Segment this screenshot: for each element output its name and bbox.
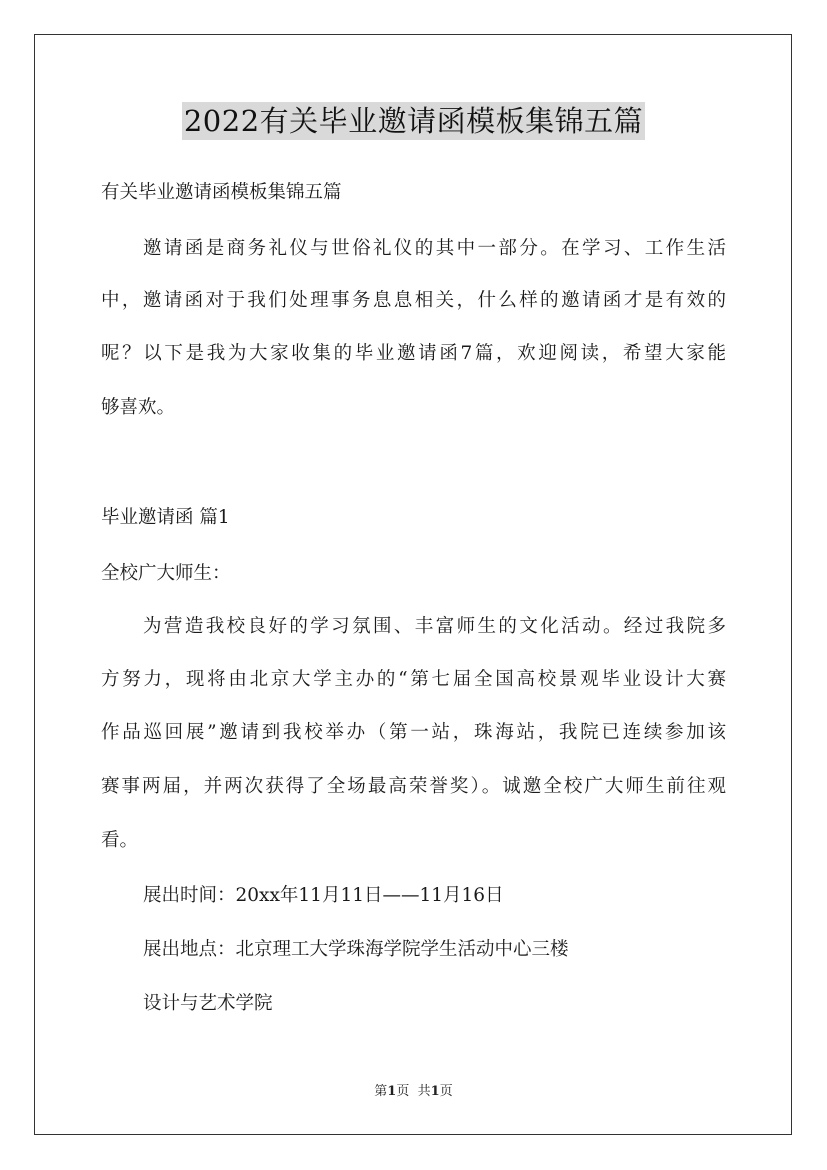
intro-line-4: 够喜欢。 xyxy=(101,397,176,418)
page-prefix: 第 xyxy=(374,1084,388,1099)
total-suffix: 页 xyxy=(439,1084,453,1099)
body-line-4: 赛事两届，并两次获得了全场最高荣誉奖）。诚邀全校广大师生前往观 xyxy=(101,776,726,797)
intro-line-3: 呢？以下是我为大家收集的毕业邀请函7篇，欢迎阅读，希望大家能 xyxy=(101,343,726,364)
exhibit-time: 展出时间：20xx年11月11日——11月16日 xyxy=(143,885,504,906)
document-subtitle: 有关毕业邀请函模板集锦五篇 xyxy=(101,182,342,203)
section-heading: 毕业邀请函 篇1 xyxy=(101,507,230,528)
document-title: 2022有关毕业邀请函模板集锦五篇 xyxy=(183,104,644,138)
body-line-1: 为营造我校良好的学习氛围、丰富师生的文化活动。经过我院多 xyxy=(143,616,726,637)
department: 设计与艺术学院 xyxy=(143,993,273,1014)
title-wrapper xyxy=(0,102,827,140)
body-line-2: 方努力，现将由北京大学主办的“第七届全国高校景观毕业设计大赛 xyxy=(101,669,726,690)
total-number: 1 xyxy=(430,1084,440,1099)
exhibit-place: 展出地点：北京理工大学珠海学院学生活动中心三楼 xyxy=(143,939,569,960)
page-suffix: 页 xyxy=(396,1084,410,1099)
page-footer xyxy=(0,1083,827,1101)
intro-line-1: 邀请函是商务礼仪与世俗礼仪的其中一部分。在学习、工作生活 xyxy=(143,238,726,259)
total-prefix: 共 xyxy=(417,1084,431,1099)
salutation: 全校广大师生： xyxy=(101,563,231,584)
body-line-5: 看。 xyxy=(101,830,139,851)
page-number: 1 xyxy=(387,1084,397,1099)
body-line-3: 作品巡回展”邀请到我校举办（第一站，珠海站，我院已连续参加该 xyxy=(101,722,726,743)
intro-line-2: 中，邀请函对于我们处理事务息息相关，什么样的邀请函才是有效的 xyxy=(101,290,726,311)
